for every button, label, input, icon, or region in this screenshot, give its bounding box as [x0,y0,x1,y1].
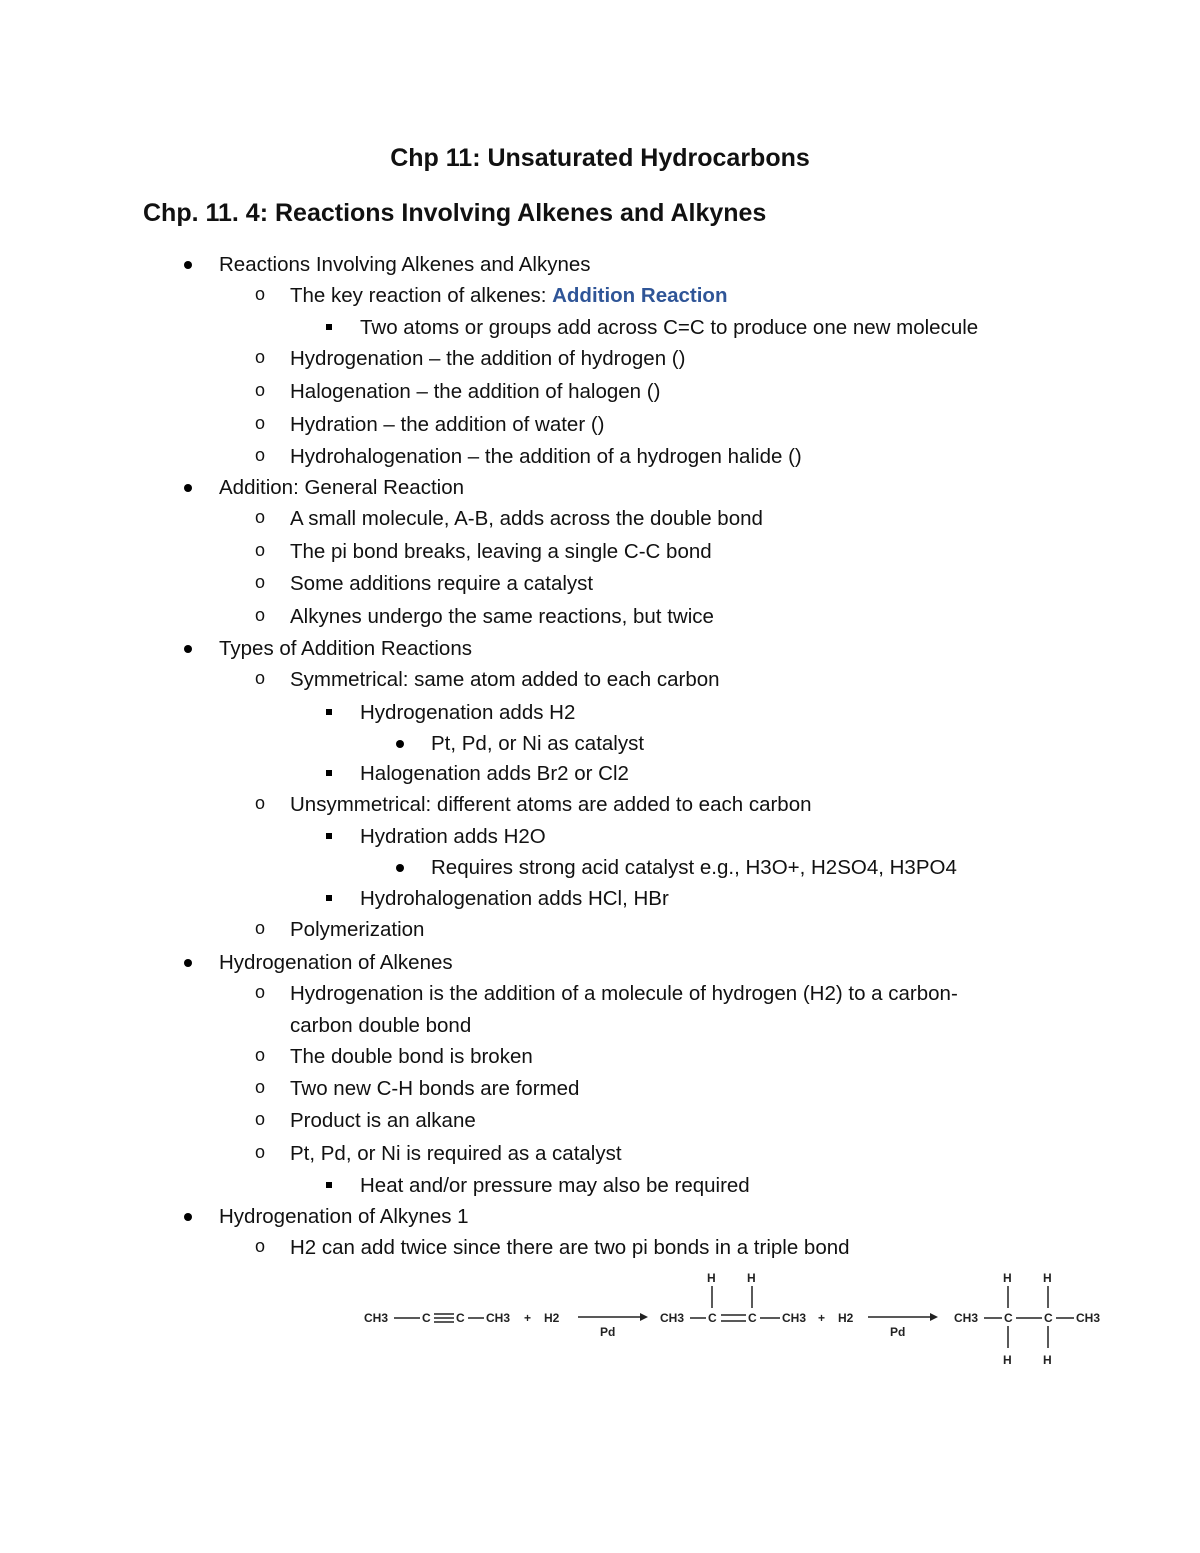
carbon-label: C [422,1311,431,1325]
hydrogen-label: H [707,1271,716,1285]
list-item: Product is an alkane [290,1109,476,1132]
list-item: The pi bond breaks, leaving a single C-C bond [290,540,712,563]
bullet-marker [184,645,192,653]
list-item: Two atoms or groups add across C=C to produce one new molecule [360,316,979,339]
sub-bullet-marker: o [255,347,266,367]
list-item: Hydrohalogenation – the addition of a hydrogen halide () [290,445,802,468]
sub-bullet-marker: o [255,1236,266,1256]
list-item: Pt, Pd, or Ni as catalyst [431,732,645,755]
square-bullet-marker [326,709,332,715]
list-item: Addition: General Reaction [219,476,465,499]
list-item: Unsymmetrical: different atoms are added to each carbon [290,793,812,816]
list-item: Hydrogenation of Alkenes [219,951,453,974]
sub-bullet-marker: o [255,982,266,1002]
carbon-label: C [1044,1311,1053,1325]
hydrogen-label: H [1003,1353,1012,1367]
list-item: Alkynes undergo the same reactions, but twice [290,605,714,628]
hydrogen-label: H [1003,1271,1012,1285]
h2-label: H2 [544,1311,560,1325]
sub-bullet-marker: o [255,445,266,465]
sub-bullet-marker: o [255,540,266,560]
list-item: Hydration adds H2O [360,825,546,848]
sub-bullet-marker: o [255,1045,266,1065]
list-item: Halogenation adds Br2 or Cl2 [360,762,629,785]
list-item: Hydrogenation of Alkynes 1 [219,1205,469,1228]
catalyst-label: Pd [890,1325,906,1339]
sub-bullet-marker: o [255,1077,266,1097]
sub-bullet-marker: o [255,605,266,625]
plus-sign: + [524,1311,532,1325]
sub-bullet-marker: o [255,1142,266,1162]
carbon-label: C [1004,1311,1013,1325]
bullet-marker [184,484,192,492]
alkyne-hydrogenation-diagram [350,1262,1110,1374]
ch3-label: CH3 [954,1311,979,1325]
list-item-continuation: carbon double bond [290,1014,472,1037]
sub-bullet-marker: o [255,284,266,304]
sub-bullet-marker: o [255,1109,266,1129]
bullet-marker [184,1213,192,1221]
carbon-label: C [456,1311,465,1325]
sub-bullet-marker: o [255,572,266,592]
sub-bullet-marker: o [255,413,266,433]
sub-bullet-marker: o [255,380,266,400]
square-bullet-marker [326,770,332,776]
list-item: Hydrogenation adds H2 [360,701,576,724]
list-item: H2 can add twice since there are two pi bonds in a triple bond [290,1236,850,1259]
sub-bullet-marker: o [255,668,266,688]
catalyst-label: Pd [600,1325,616,1339]
list-item: Symmetrical: same atom added to each carbon [290,668,720,691]
list-item: A small molecule, A-B, adds across the double bond [290,507,763,530]
ch3-label: CH3 [660,1311,685,1325]
bullet-marker [396,864,404,872]
square-bullet-marker [326,895,332,901]
list-item: Hydrogenation is the addition of a molecule of hydrogen (H2) to a carbon- [290,982,958,1005]
hydrogen-label: H [1043,1353,1052,1367]
list-item: Hydration – the addition of water () [290,413,605,436]
hydrogen-label: H [747,1271,756,1285]
sub-bullet-marker: o [255,918,266,938]
hydrogen-label: H [1043,1271,1052,1285]
ch3-label: CH3 [782,1311,807,1325]
square-bullet-marker [326,833,332,839]
list-item [290,284,727,308]
sub-bullet-marker: o [255,507,266,527]
addition-reaction-term: Addition Reaction [552,284,728,307]
list-item-text: The key reaction of alkenes: [290,284,553,307]
bullet-marker [184,959,192,967]
list-item: Two new C-H bonds are formed [290,1077,580,1100]
carbon-label: C [748,1311,757,1325]
ch3-label: CH3 [486,1311,511,1325]
list-item: Some additions require a catalyst [290,572,594,595]
h2-label: H2 [838,1311,854,1325]
ch3-label: CH3 [1076,1311,1101,1325]
bullet-marker [396,740,404,748]
section-heading: Chp. 11. 4: Reactions Involving Alkenes and Alkynes [143,199,767,227]
list-item: Requires strong acid catalyst e.g., H3O+, H2SO4, H3PO4 [431,856,957,879]
document-title: Chp 11: Unsaturated Hydrocarbons [390,144,810,172]
list-item: Hydrohalogenation adds HCl, HBr [360,887,669,910]
carbon-label: C [708,1311,717,1325]
list-item: Reactions Involving Alkenes and Alkynes [219,253,591,276]
square-bullet-marker [326,324,332,330]
sub-bullet-marker: o [255,793,266,813]
list-item: Heat and/or pressure may also be required [360,1174,750,1197]
square-bullet-marker [326,1182,332,1188]
list-item: Halogenation – the addition of halogen () [290,380,661,403]
plus-sign: + [818,1311,826,1325]
list-item: Hydrogenation – the addition of hydrogen () [290,347,686,370]
bullet-marker [184,261,192,269]
list-item: The double bond is broken [290,1045,533,1068]
list-item: Polymerization [290,918,425,941]
list-item: Types of Addition Reactions [219,637,472,660]
ch3-label: CH3 [364,1311,389,1325]
list-item: Pt, Pd, or Ni is required as a catalyst [290,1142,622,1165]
